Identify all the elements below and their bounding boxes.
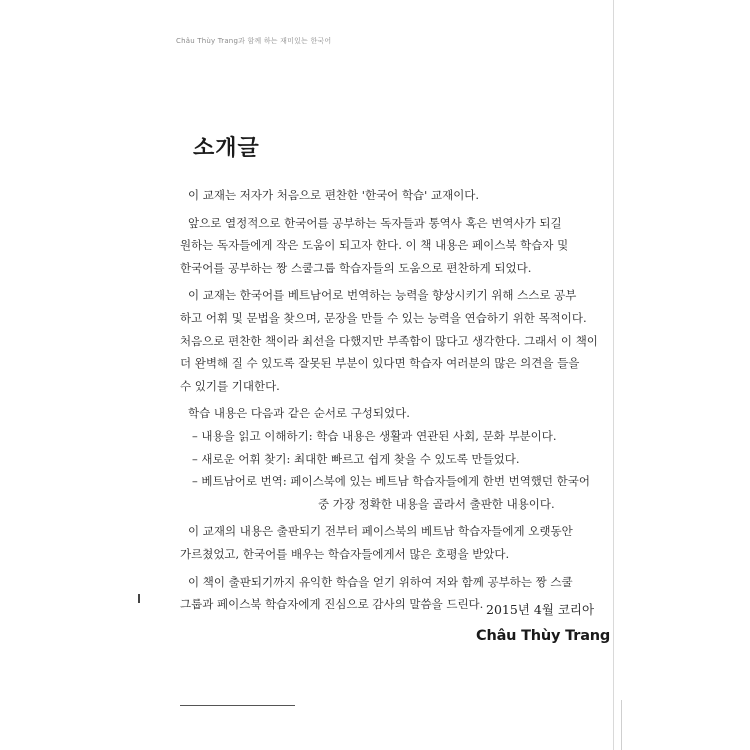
text-line: 처음으로 편찬한 책이라 최선을 다했지만 부족함이 많다고 생각한다. 그래서 이 책이 xyxy=(180,333,598,348)
signature-author: Châu Thùy Trang xyxy=(476,628,611,644)
list-item: – 내용을 읽고 이해하기: 학습 내용은 생활과 연관된 사회, 문화 부분이다. xyxy=(192,428,557,443)
page-title: 소개글 xyxy=(193,136,260,161)
text-line: 하고 어휘 및 문법을 찾으며, 문장을 만들 수 있는 능력을 연습하기 위한 목적이다. xyxy=(180,310,587,325)
text-line: 학습 내용은 다음과 같은 순서로 구성되었다. xyxy=(188,406,410,421)
text-line: 한국어를 공부하는 짱 스쿨그룹 학습자들의 도움으로 편찬하게 되었다. xyxy=(180,260,532,275)
text-line: 그룹과 페이스북 학습자에게 진심으로 감사의 말씀을 드린다. xyxy=(180,597,484,612)
paragraph-1 xyxy=(180,184,580,207)
footnote-rule xyxy=(180,705,295,706)
page-edge-bottom xyxy=(613,700,622,750)
paragraph-5 xyxy=(180,520,580,565)
text-line: 가르쳤었고, 한국어를 배우는 학습자들에게서 많은 호평을 받았다. xyxy=(180,546,510,561)
text-line: 이 교재의 내용은 출판되기 전부터 페이스북의 베트남 학습자들에게 오랫동안 xyxy=(188,524,573,539)
list-item-continuation: 중 가장 정확한 내용을 골라서 출판한 내용이다. xyxy=(318,496,555,511)
text-line: 더 완벽해 질 수 있도록 잘못된 부분이 있다면 학습자 여러분의 많은 의견을 들을 xyxy=(180,356,580,371)
running-head: Châu Thùy Trang과 함께 하는 재미있는 한국어 xyxy=(176,37,332,45)
paragraph-2 xyxy=(180,212,580,280)
paragraph-3 xyxy=(180,284,598,397)
paragraph-4 xyxy=(180,402,591,515)
text-line: 원하는 독자들에게 작은 도움이 되고자 한다. 이 책 내용은 페이스북 학습자 및 xyxy=(180,238,569,253)
text-line: 앞으로 열정적으로 한국어를 공부하는 독자들과 통역사 혹은 번역사가 되길 xyxy=(188,215,562,230)
page-edge xyxy=(613,0,614,750)
list-item: – 베트남어로 번역: 페이스북에 있는 베트남 학습자들에게 한번 번역했던 한국어 xyxy=(192,474,591,489)
signature-date: 2015년 4월 코리아 xyxy=(486,602,595,617)
body-text xyxy=(180,184,598,616)
list-item: – 새로운 어휘 찾기: 최대한 빠르고 쉽게 찾을 수 있도록 만들었다. xyxy=(192,451,520,466)
text-line: 수 있기를 기대한다. xyxy=(180,378,280,393)
text-line: 이 교재는 저자가 처음으로 편찬한 '한국어 학습' 교재이다. xyxy=(188,188,480,202)
margin-mark xyxy=(138,594,140,603)
text-line: 이 교재는 한국어를 베트남어로 번역하는 능력을 향상시키기 위해 스스로 공부 xyxy=(188,288,577,303)
text-line: 이 책이 출판되기까지 유익한 학습을 얻기 위하여 저와 함께 공부하는 짱 스쿨 xyxy=(188,574,573,589)
